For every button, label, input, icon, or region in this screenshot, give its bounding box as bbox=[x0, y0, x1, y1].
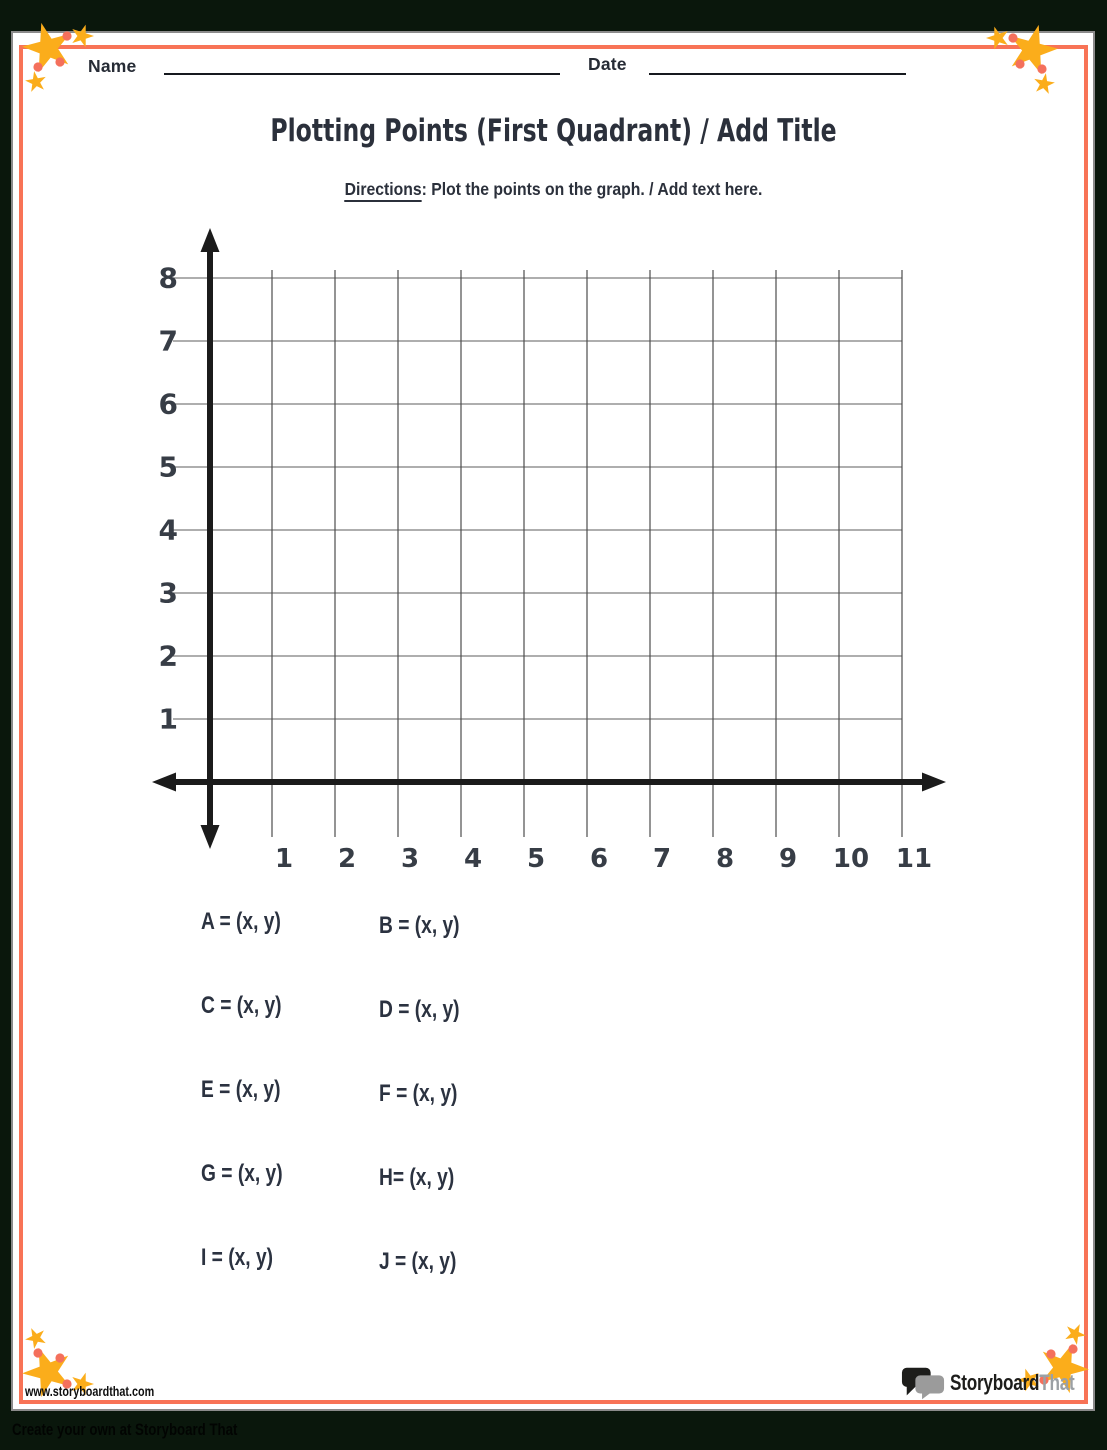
website-url: www.storyboardthat.com bbox=[25, 1384, 155, 1399]
point-label-C[interactable]: C = (x, y) bbox=[201, 992, 282, 1019]
storyboardthat-logo[interactable] bbox=[901, 1366, 1107, 1400]
date-input-line[interactable] bbox=[649, 73, 906, 75]
x-tick-label: 2 bbox=[337, 844, 357, 874]
y-tick-label: 7 bbox=[158, 324, 178, 358]
y-tick-label: 3 bbox=[158, 576, 178, 610]
x-tick-label: 9 bbox=[778, 844, 798, 874]
directions-body: : Plot the points on the graph. / Add text here. bbox=[421, 179, 763, 199]
logo-text-storyboard: Storyboard bbox=[950, 1370, 1040, 1395]
y-tick-label: 5 bbox=[158, 450, 178, 484]
directions-text[interactable] bbox=[55, 179, 1051, 200]
logo-text-that: That bbox=[1039, 1370, 1075, 1395]
directions-label: Directions bbox=[345, 179, 422, 202]
x-tick-label: 10 bbox=[832, 844, 870, 874]
star-cluster-icon bbox=[966, 16, 1066, 116]
x-tick-label: 7 bbox=[652, 844, 672, 874]
point-label-D[interactable]: D = (x, y) bbox=[379, 996, 460, 1023]
point-label-A[interactable]: A = (x, y) bbox=[201, 908, 281, 935]
date-label: Date bbox=[588, 54, 627, 74]
decorative-border bbox=[19, 45, 1088, 1404]
x-tick-label: 5 bbox=[526, 844, 546, 874]
x-tick-label: 6 bbox=[589, 844, 609, 874]
x-tick-label: 11 bbox=[895, 844, 933, 874]
y-tick-label: 4 bbox=[158, 513, 178, 547]
point-label-E[interactable]: E = (x, y) bbox=[201, 1076, 281, 1103]
point-label-F[interactable]: F = (x, y) bbox=[379, 1080, 458, 1107]
speech-bubbles-icon bbox=[901, 1366, 945, 1400]
bottom-bar-text: Create your own at Storyboard That bbox=[12, 1420, 238, 1439]
point-label-G[interactable]: G = (x, y) bbox=[201, 1160, 283, 1187]
name-input-line[interactable] bbox=[164, 73, 560, 75]
x-tick-label: 8 bbox=[715, 844, 735, 874]
point-label-I[interactable]: I = (x, y) bbox=[201, 1244, 274, 1271]
x-tick-label: 4 bbox=[463, 844, 483, 874]
point-label-J[interactable]: J = (x, y) bbox=[379, 1248, 457, 1275]
y-tick-label: 6 bbox=[158, 387, 178, 421]
y-tick-label: 8 bbox=[158, 261, 178, 295]
point-label-H[interactable]: H= (x, y) bbox=[379, 1164, 455, 1191]
name-label: Name bbox=[88, 56, 137, 76]
point-label-B[interactable]: B = (x, y) bbox=[379, 912, 460, 939]
logo-wordmark bbox=[950, 1370, 1074, 1396]
x-tick-label: 1 bbox=[274, 844, 294, 874]
y-tick-label: 2 bbox=[158, 639, 178, 673]
worksheet-title[interactable]: Plotting Points (First Quadrant) / Add Title bbox=[270, 113, 837, 149]
x-tick-label: 3 bbox=[400, 844, 420, 874]
y-tick-label: 1 bbox=[158, 702, 178, 736]
